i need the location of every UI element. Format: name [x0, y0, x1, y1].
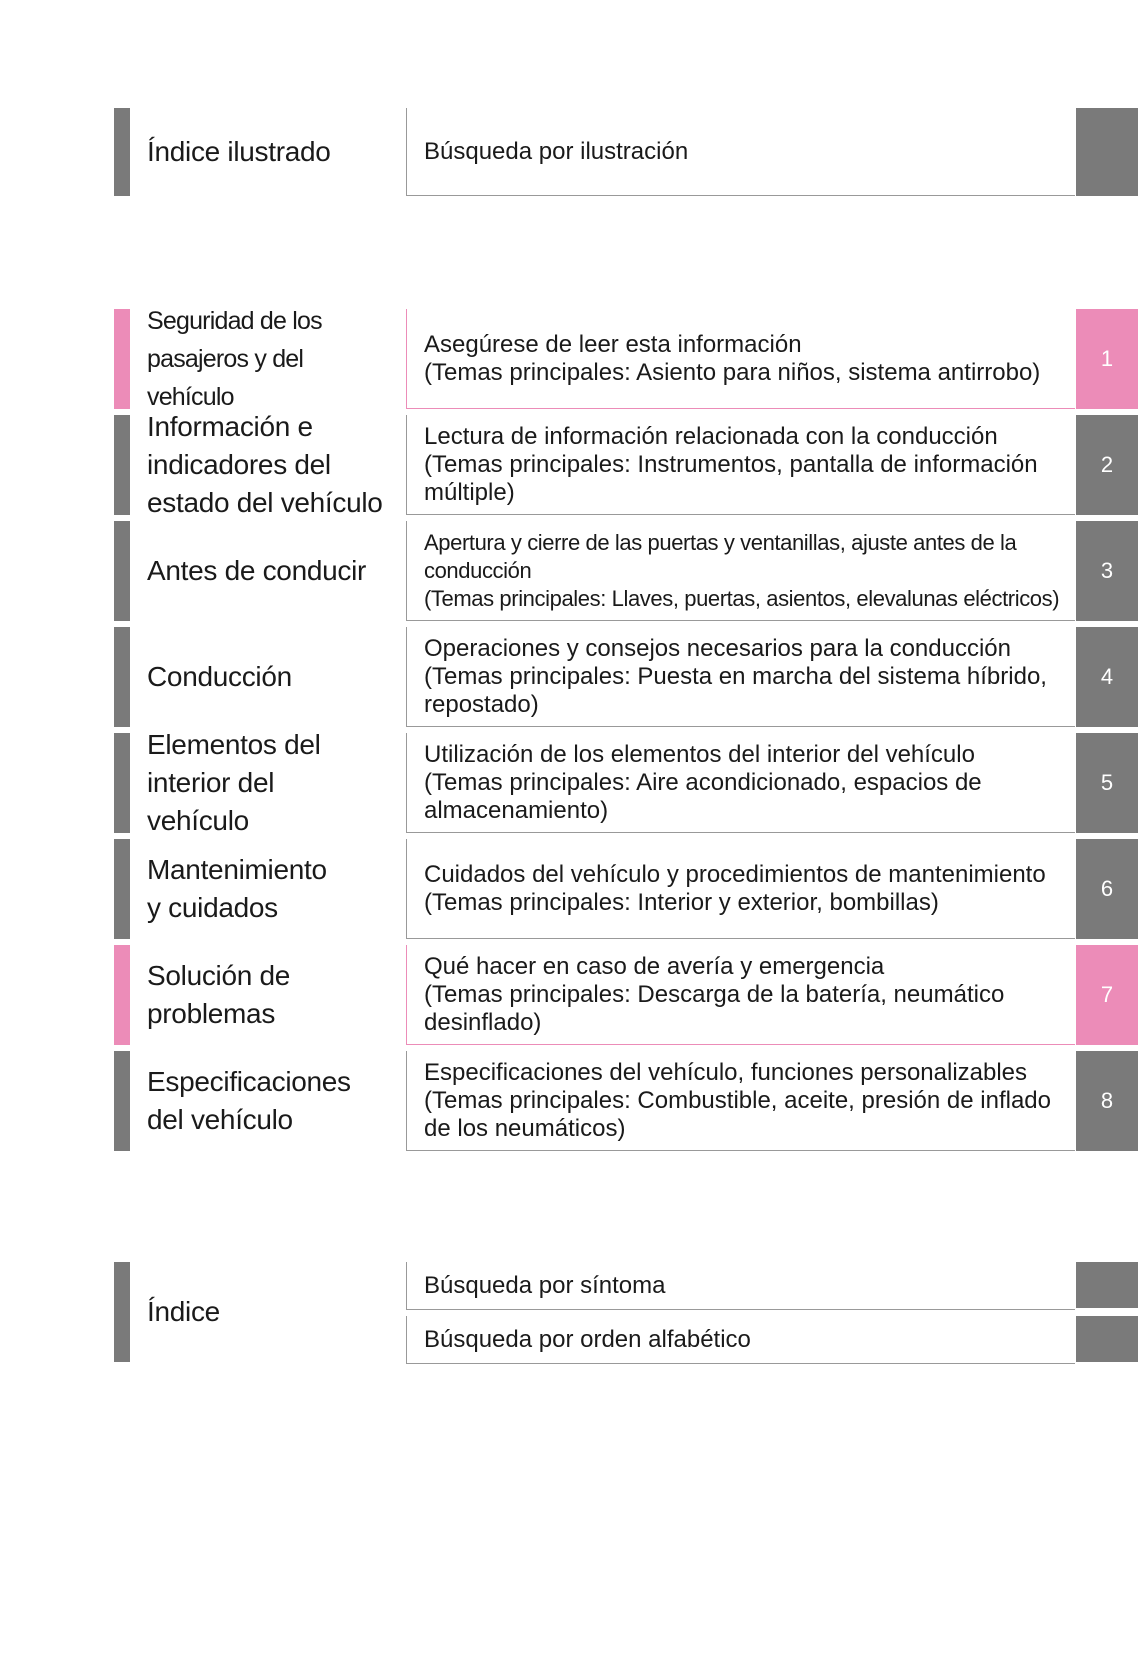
- chapter-title-line: estado del vehículo: [147, 487, 383, 518]
- index-alphabetical-label: Búsqueda por orden alfabético: [424, 1325, 751, 1353]
- chapter-description-line: (Temas principales: Aire acondicionado, espacios de: [424, 768, 982, 796]
- chapter-title[interactable]: [147, 411, 387, 518]
- chapter-description-line: (Temas principales: Asiento para niños, sistema antirrobo): [424, 358, 1041, 386]
- chapter-tab-5[interactable]: [1076, 733, 1138, 833]
- chapter-title[interactable]: [147, 945, 387, 1045]
- chapter-title-text: [147, 408, 383, 522]
- chapter-description-box[interactable]: [406, 309, 1075, 409]
- chapter-title-text: [147, 302, 387, 416]
- chapter-tab-3[interactable]: [1076, 521, 1138, 621]
- chapter-title[interactable]: [147, 521, 387, 621]
- chapter-description-line: conducción: [424, 557, 532, 583]
- index-alphabetical-tab[interactable]: [1076, 1316, 1138, 1362]
- chapter-number: 8: [1100, 1088, 1114, 1113]
- illustrated-index-title[interactable]: Índice ilustrado: [147, 136, 331, 167]
- chapter-title-text: [147, 851, 327, 927]
- chapter-marker-bar: [114, 521, 130, 621]
- chapter-description-line: Especificaciones del vehículo, funciones personalizables: [424, 1058, 1028, 1086]
- chapter-number: 7: [1100, 982, 1114, 1007]
- chapter-title-line: indicadores del: [147, 449, 331, 480]
- chapter-description: [407, 1059, 1051, 1143]
- chapter-description-line: almacenamiento): [424, 796, 609, 824]
- chapter-description-line: Qué hacer en caso de avería y emergencia: [424, 952, 885, 980]
- chapter-title[interactable]: [147, 309, 387, 409]
- chapter-title-text: [147, 957, 290, 1033]
- chapter-description-line: Lectura de información relacionada con la conducción: [424, 422, 998, 450]
- chapter-description-line: (Temas principales: Puesta en marcha del sistema híbrido,: [424, 662, 1047, 690]
- chapter-description-box[interactable]: [406, 1051, 1075, 1151]
- chapter-title-text: [147, 1063, 351, 1139]
- chapter-description-line: (Temas principales: Llaves, puertas, asientos, elevalunas eléctricos): [424, 585, 1060, 611]
- chapter-title-line: Solución de: [147, 960, 291, 991]
- chapter-description: [407, 741, 982, 825]
- chapter-tab-2[interactable]: [1076, 415, 1138, 515]
- chapter-title-text: [147, 552, 366, 590]
- chapter-marker-bar: [114, 1051, 130, 1151]
- illustrated-index-desc-box[interactable]: [406, 108, 1075, 196]
- chapter-title-line: del vehículo: [147, 1104, 293, 1135]
- chapter-tab-4[interactable]: [1076, 627, 1138, 727]
- chapter-tab-7[interactable]: [1076, 945, 1138, 1045]
- chapter-number: 3: [1100, 558, 1114, 583]
- illustrated-index-desc: Búsqueda por ilustración: [424, 137, 689, 165]
- chapter-title-line: Antes de conducir: [147, 555, 367, 586]
- chapter-description-line: múltiple): [424, 478, 515, 506]
- chapter-title[interactable]: [147, 1051, 387, 1151]
- chapter-title-line: Especificaciones: [147, 1066, 351, 1097]
- chapter-tab-6[interactable]: [1076, 839, 1138, 939]
- chapter-description: [407, 423, 1038, 507]
- chapter-description-box[interactable]: [406, 415, 1075, 515]
- chapter-description-line: (Temas principales: Interior y exterior, bombillas): [424, 888, 939, 916]
- illustrated-index-tab[interactable]: [1076, 108, 1138, 196]
- chapter-title-line: Conducción: [147, 661, 292, 692]
- index-symptom-tab[interactable]: [1076, 1262, 1138, 1308]
- chapter-title-text: [147, 658, 292, 696]
- chapter-marker-bar: [114, 415, 130, 515]
- chapter-description-line: (Temas principales: Descarga de la batería, neumático: [424, 980, 1005, 1008]
- chapter-description: [407, 529, 1059, 613]
- chapter-title-line: Mantenimiento: [147, 854, 327, 885]
- chapter-description-line: Cuidados del vehículo y procedimientos de mantenimiento: [424, 860, 1046, 888]
- chapter-marker-bar: [114, 839, 130, 939]
- chapter-title-line: interior del: [147, 767, 275, 798]
- chapter-title-line: pasajeros y del vehículo: [147, 345, 304, 411]
- chapter-title[interactable]: [147, 627, 387, 727]
- index-title[interactable]: Índice: [147, 1296, 220, 1327]
- chapter-title-line: Elementos del: [147, 729, 321, 760]
- chapter-title[interactable]: [147, 729, 387, 836]
- chapter-description-line: repostado): [424, 690, 539, 718]
- chapter-number: 5: [1100, 770, 1114, 795]
- chapter-marker-bar: [114, 309, 130, 409]
- index-symptom-label: Búsqueda por síntoma: [424, 1271, 666, 1299]
- chapter-description-line: de los neumáticos): [424, 1114, 626, 1142]
- chapter-number: 1: [1100, 346, 1114, 371]
- chapter-number: 6: [1100, 876, 1114, 901]
- chapter-description-line: Apertura y cierre de las puertas y ventanillas, ajuste antes de la: [424, 529, 1017, 555]
- chapter-description-box[interactable]: [406, 521, 1075, 621]
- chapter-description-line: (Temas principales: Instrumentos, pantalla de información: [424, 450, 1038, 478]
- chapter-tab-8[interactable]: [1076, 1051, 1138, 1151]
- chapter-description-box[interactable]: [406, 839, 1075, 939]
- section-marker-bar: [114, 1262, 130, 1362]
- chapter-description: [407, 953, 1004, 1037]
- chapter-description: [407, 331, 1040, 387]
- chapter-description: [407, 635, 1047, 719]
- index-alphabetical-search[interactable]: [406, 1316, 1075, 1364]
- chapter-marker-bar: [114, 627, 130, 727]
- chapter-number: 4: [1100, 664, 1114, 689]
- chapter-title-text: [147, 726, 321, 840]
- chapter-title-line: y cuidados: [147, 892, 278, 923]
- chapter-tab-1[interactable]: [1076, 309, 1138, 409]
- chapter-description-line: Operaciones y consejos necesarios para la conducción: [424, 634, 1012, 662]
- chapter-marker-bar: [114, 733, 130, 833]
- chapter-description: [407, 861, 1046, 917]
- chapter-title[interactable]: [147, 839, 387, 939]
- chapter-description-box[interactable]: [406, 733, 1075, 833]
- section-marker-bar: [114, 108, 130, 196]
- chapter-number: 2: [1100, 452, 1114, 477]
- chapter-title-line: vehículo: [147, 805, 249, 836]
- chapter-description-line: (Temas principales: Combustible, aceite, presión de inflado: [424, 1086, 1051, 1114]
- chapter-marker-bar: [114, 945, 130, 1045]
- chapter-description-line: Utilización de los elementos del interior del vehículo: [424, 740, 975, 768]
- chapter-description-box[interactable]: [406, 627, 1075, 727]
- chapter-description-line: desinflado): [424, 1008, 542, 1036]
- chapter-description-box[interactable]: [406, 945, 1075, 1045]
- index-symptom-search[interactable]: [406, 1262, 1075, 1310]
- chapter-title-line: Seguridad de los: [147, 307, 322, 335]
- chapter-title-line: Información e: [147, 411, 313, 442]
- chapter-description-line: Asegúrese de leer esta información: [424, 330, 802, 358]
- chapter-title-line: problemas: [147, 998, 276, 1029]
